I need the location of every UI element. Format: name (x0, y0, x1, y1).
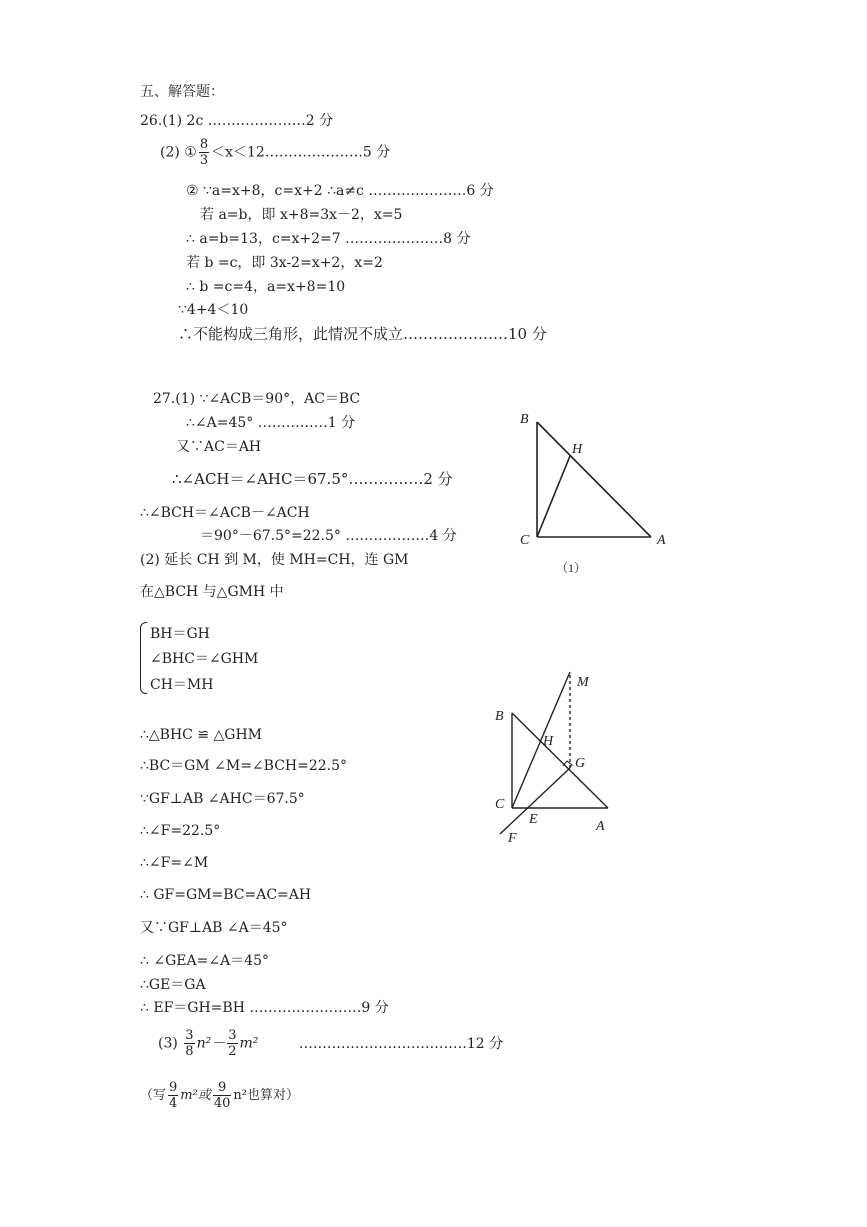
segment-BA (512, 713, 608, 808)
fraction-9-40 (213, 1080, 232, 1111)
part3-score: ………………………………12 分 (298, 1035, 504, 1052)
answer-27-part3 (158, 1028, 503, 1059)
answer-27-16: ∴ ∠GEA=∠A＝45° (140, 953, 269, 969)
answer-27-8: 在△BCH 与△GMH 中 (140, 584, 284, 600)
system-line-3: CH＝MH (150, 677, 214, 693)
segment-BA (537, 422, 651, 537)
label-G: G (575, 756, 586, 771)
label-B: B (495, 709, 504, 724)
answer-27-18: ∴ EF＝GH=BH ……………………9 分 (140, 1000, 389, 1016)
fraction-numerator: 3 (228, 1028, 237, 1043)
figure-1-caption: （1） (556, 561, 587, 575)
note-suffix: n²也算对） (233, 1088, 299, 1103)
answer-26-case2: 若 b =c，即 3x-2=x+2，x=2 (186, 255, 383, 271)
system-line-2: ∠BHC＝∠GHM (150, 651, 259, 667)
answer-26-1: 26.(1) 2c …………………2 分 (140, 113, 334, 129)
answer-27-12: ∴∠F=22.5° (140, 823, 221, 839)
answer-27-note (140, 1080, 299, 1111)
fraction-numerator: 8 (199, 137, 209, 152)
answer-26-2-prefix: (2) ① (160, 144, 197, 161)
label-H: H (543, 734, 554, 749)
fraction-numerator: 3 (185, 1028, 194, 1043)
fraction-numerator: 9 (213, 1080, 232, 1096)
label-C: C (520, 533, 530, 548)
answer-26-case2-result: ∴ b =c=4，a=x+8=10 (186, 279, 346, 295)
answer-27-15: 又∵GF⊥AB ∠A＝45° (140, 920, 288, 936)
answer-26-2b: ② ∵a=x+8，c=x+2 ∴a≠c …………………6 分 (186, 183, 494, 199)
answer-27-2: ∴∠A=45° ……………1 分 (186, 415, 356, 431)
label-M: M (577, 675, 589, 690)
answer-26-2-line (160, 137, 390, 168)
segment-CM (512, 672, 570, 808)
answer-27-5: ∴∠BCH＝∠ACB－∠ACH (140, 505, 310, 521)
answer-27-7: (2) 延长 CH 到 M，使 MH=CH，连 GM (140, 552, 409, 568)
label-A: A (596, 819, 605, 834)
figure-2-triangle (500, 672, 608, 834)
answer-27-14: ∴ GF=GM=BC=AC=AH (140, 887, 312, 903)
segment-CH (537, 456, 570, 537)
note-prefix: （写 (140, 1088, 167, 1103)
section-title: 五、解答题： (140, 84, 224, 100)
segment-GF (500, 768, 570, 834)
right-angle-mark (563, 761, 572, 770)
answer-27-1: 27.(1) ∵∠ACB＝90°，AC＝BC (153, 391, 361, 407)
part3-term1: n²－ (196, 1035, 226, 1052)
fraction-denominator: 4 (169, 1096, 178, 1111)
fraction-3-2 (227, 1028, 237, 1059)
answer-26-inequality: ∵4+4＜10 (178, 302, 249, 318)
fraction-denominator: 40 (213, 1096, 231, 1111)
label-F: F (508, 831, 517, 846)
answer-26-conclusion: ∴不能构成三角形，此情况不成立…………………10 分 (178, 325, 547, 343)
answer-26-case1: 若 a=b，即 x+8=3x－2，x=5 (200, 207, 403, 223)
label-C: C (495, 797, 505, 812)
fraction-3-8 (184, 1028, 194, 1059)
figure-1-triangle (537, 422, 651, 537)
part3-prefix: (3) (158, 1035, 178, 1052)
label-A: A (657, 533, 666, 548)
system-line-1: BH＝GH (150, 626, 210, 642)
fraction-9-4 (168, 1080, 178, 1111)
system-brace (140, 622, 147, 694)
answer-27-6: ＝90°－67.5°=22.5° ………………4 分 (200, 528, 457, 544)
fraction-numerator: 9 (169, 1080, 178, 1095)
label-B: B (520, 412, 529, 427)
fraction-denominator: 3 (199, 153, 209, 168)
fraction-denominator: 8 (185, 1044, 194, 1059)
fraction-8-3 (199, 137, 209, 168)
note-mid: m²或 (180, 1088, 211, 1103)
answer-26-case1-result: ∴ a=b=13，c=x+2=7 …………………8 分 (186, 231, 471, 247)
answer-27-11: ∵GF⊥AB ∠AHC＝67.5° (140, 791, 305, 807)
label-H: H (572, 442, 583, 457)
answer-27-9: ∴△BHC ≌ △GHM (140, 727, 263, 743)
answer-27-3: 又∵AC＝AH (176, 439, 262, 455)
fraction-denominator: 2 (228, 1044, 237, 1059)
answer-27-10: ∴BC＝GM ∠M=∠BCH=22.5° (140, 758, 348, 774)
answer-27-4: ∴∠ACH＝∠AHC＝67.5°……………2 分 (172, 470, 453, 488)
answer-26-2-range: ＜x＜12…………………5 分 (211, 144, 391, 161)
label-E: E (529, 812, 538, 827)
answer-27-13: ∴∠F=∠M (140, 855, 209, 871)
answer-27-17: ∴GE＝GA (140, 977, 206, 993)
part3-term2: m² (239, 1035, 259, 1052)
